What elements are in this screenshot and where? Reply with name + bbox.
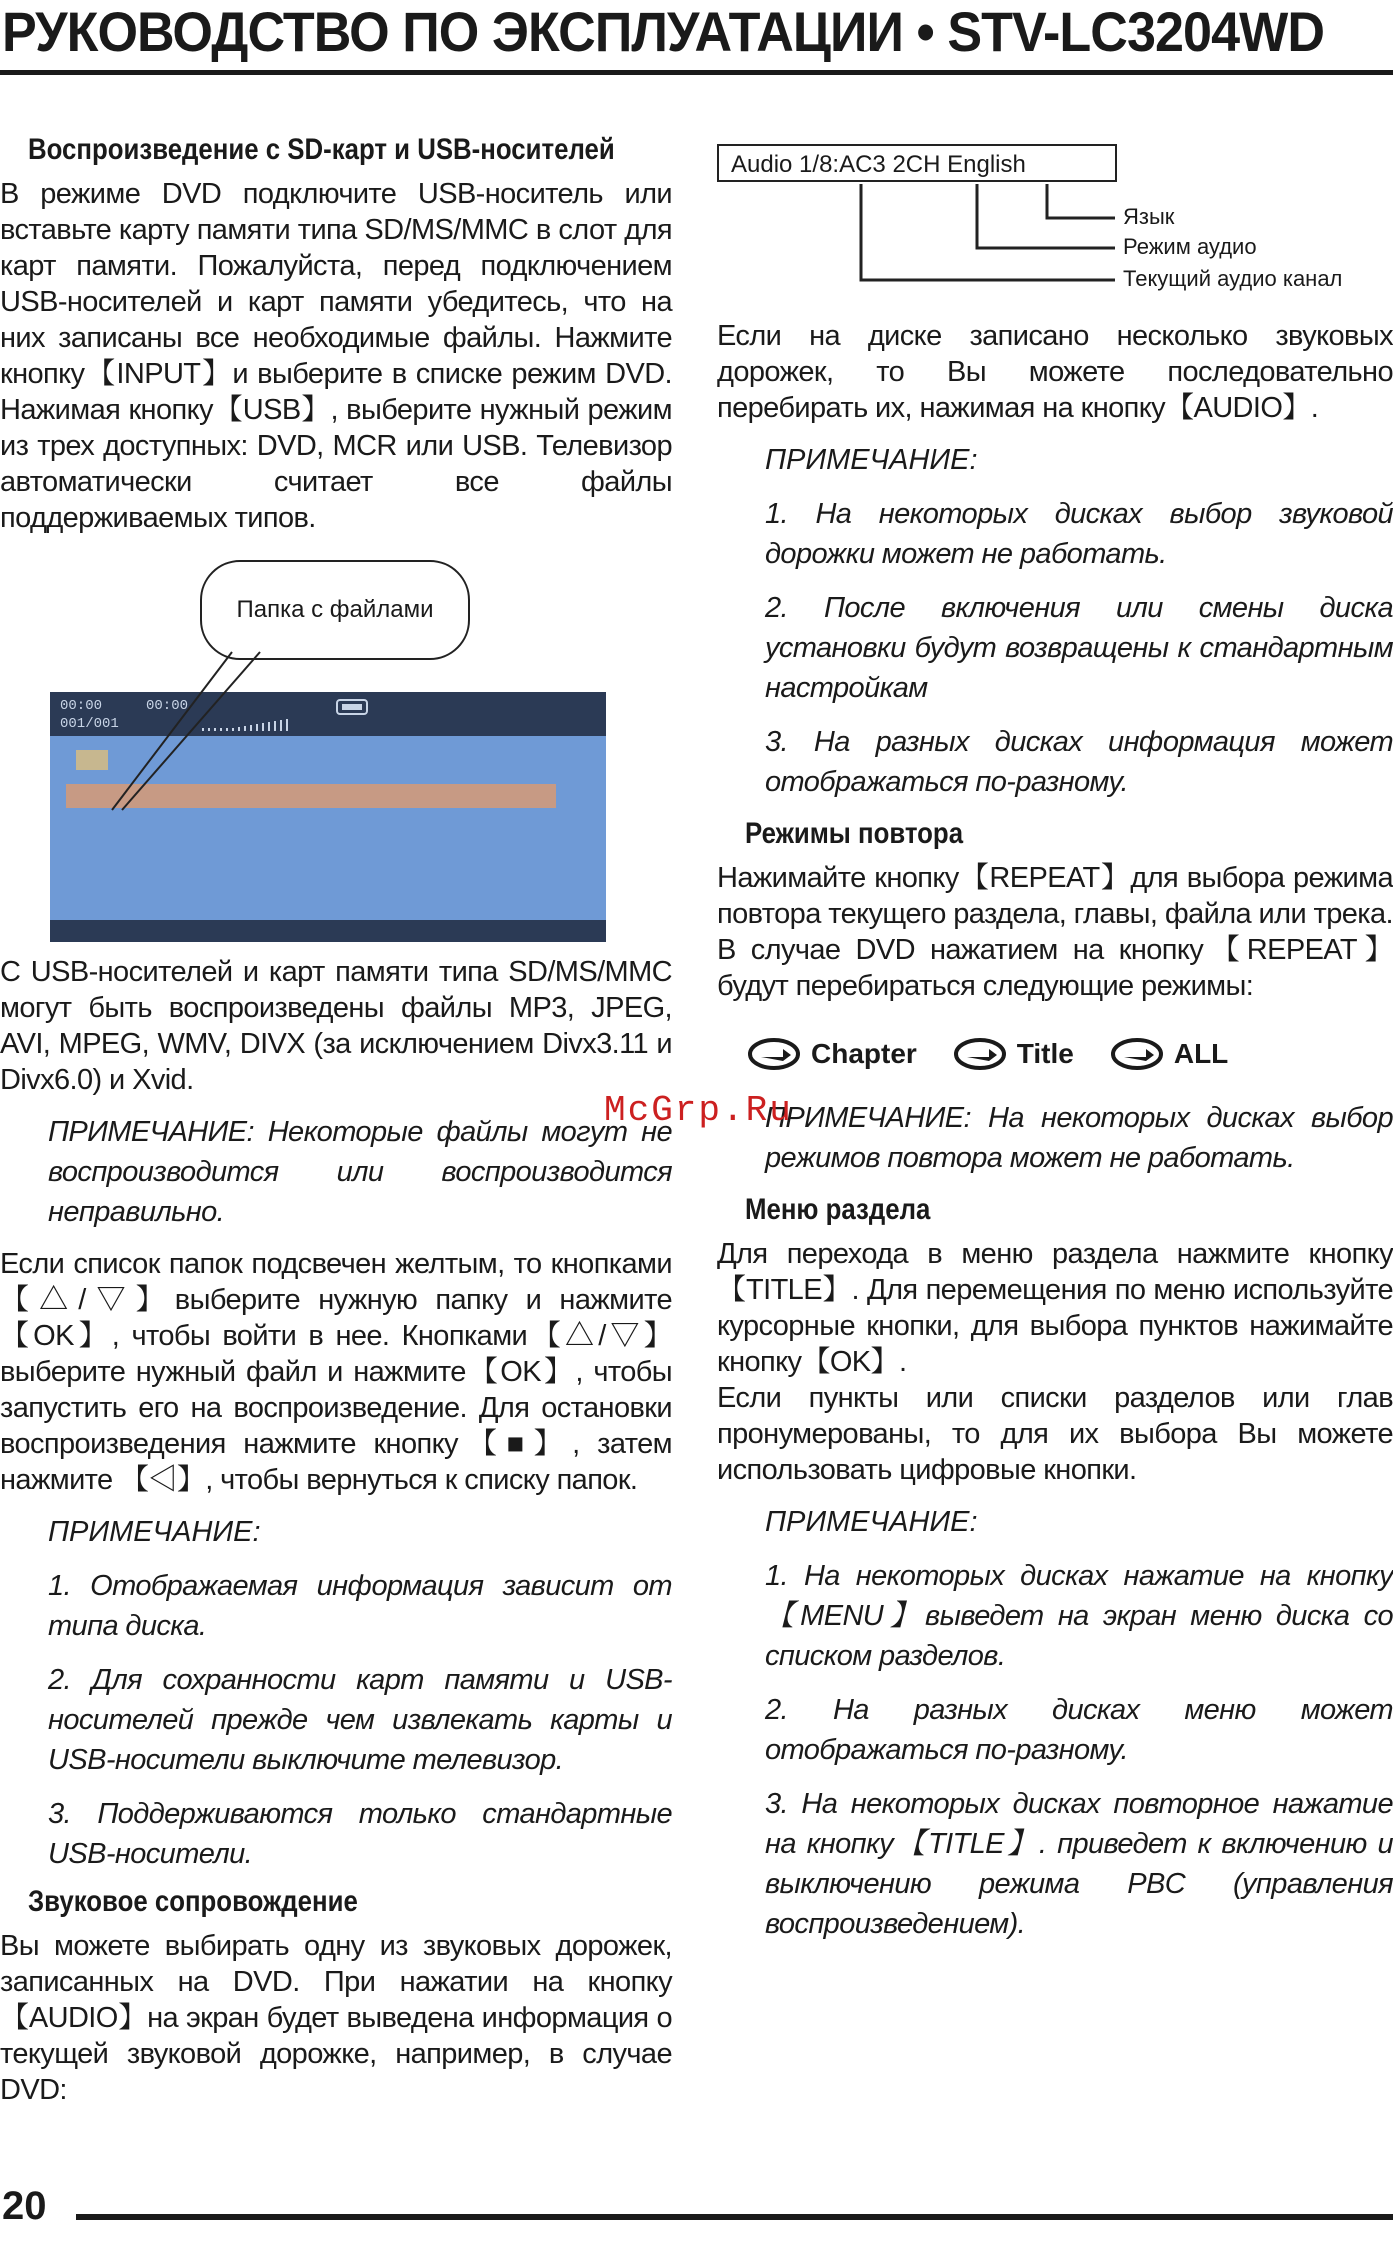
paragraph-folders: Если список папок подсвечен желтым, то кнопками【△/▽】выберите нужную папку и нажмите【OK】, чтобы войти в нее. Кнопками【△/▽】выберите нужный файл и нажмите【OK】, чтобы запустить его на воспроизведение. Для остановки воспроизведения нажмите кнопку【■】, затем нажмите 【◁】, чтобы вернуться к списку папок.: [0, 1248, 672, 1496]
paragraph-tracks: Если на диске записано несколько звуковых дорожек, то Вы можете последовательно перебирать их, нажимая на кнопку【AUDIO】.: [717, 320, 1393, 424]
note-item-3: 3. На разных дисках информация может отображаться по-разному.: [765, 726, 1393, 798]
note-menu-1: 1. На некоторых дисках нажатие на кнопку【MENU】выведет на экран меню диска со списком разделов.: [765, 1560, 1393, 1672]
note-label: ПРИМЕЧАНИЕ:: [48, 1516, 261, 1548]
paragraph-sd-usb: В режиме DVD подключите USB-носитель или вставьте карту памяти типа SD/MS/MMC в слот для карт памяти. Пожалуйста, перед подключением USB-носителей и карт памяти убедитесь, что на них записаны все необходимые файлы. Нажмите кнопку【INPUT】и выберите в списке режим DVD. Нажимая кнопку【USB】, выберите нужный режим из трех доступных: DVD, MCR или USB. Телевизор автоматически считает все файлы поддерживаемых типов.: [0, 178, 672, 534]
section-heading-audio: Звуковое сопровождение: [28, 1885, 358, 1918]
note-formats: ПРИМЕЧАНИЕ: Некоторые файлы могут не воспроизводится или воспроизводится неправильно.: [48, 1116, 672, 1228]
note-item-2: 2. После включения или смены диска установки будут возвращены к стандартным настройкам: [765, 592, 1393, 704]
paragraph-menu-2: Если пункты или списки разделов или глав пронумерованы, то для их выбора Вы можете использовать цифровые кнопки.: [717, 1382, 1393, 1486]
tv-file-count: 001/001: [60, 716, 119, 732]
repeat-icon: [747, 1037, 801, 1071]
section-heading-sd-usb: Воспроизведение с SD-карт и USB-носителей: [28, 133, 615, 166]
footer-divider: [76, 2214, 1393, 2220]
repeat-icon: [1110, 1037, 1164, 1071]
repeat-icon: [953, 1037, 1007, 1071]
watermark: McGrp.Ru: [604, 1090, 793, 1131]
repeat-modes: [747, 1024, 1393, 1084]
note-item-3: 3. Поддерживаются только стандартные USB-носители.: [48, 1798, 672, 1870]
right-column: [717, 130, 1393, 1944]
repeat-mode-label: Chapter: [811, 1038, 917, 1069]
repeat-mode-all: [1110, 1037, 1228, 1071]
screen-illustration: [0, 542, 672, 942]
label-language: Язык: [1123, 204, 1175, 229]
tv-time-elapsed: 00:00: [60, 698, 103, 714]
paragraph-menu-1: Для перехода в меню раздела нажмите кнопку【TITLE】. Для перемещения по меню используйте курсорные кнопки, для выбора пунктов нажимайте кнопку【OK】.: [717, 1238, 1393, 1378]
header-divider: [0, 70, 1393, 75]
note-item-1: 1. На некоторых дисках выбор звуковой дорожки может не работать.: [765, 498, 1393, 570]
callout-folder: Папка с файлами: [200, 560, 470, 660]
note-label: ПРИМЕЧАНИЕ:: [765, 1506, 978, 1538]
repeat-mode-title: [953, 1037, 1074, 1071]
note-item-2: 2. Для сохранности карт памяти и USB-носителей прежде чем извлекать карты и USB-носители выключите телевизор.: [48, 1664, 672, 1776]
repeat-mode-chapter: [747, 1037, 917, 1071]
audio-leader-lines: [717, 130, 1117, 318]
note-repeat: ПРИМЕЧАНИЕ: На некоторых дисках выбор режимов повтора может не работать.: [765, 1102, 1393, 1174]
repeat-mode-label: Title: [1016, 1038, 1074, 1069]
repeat-mode-label: ALL: [1173, 1038, 1229, 1069]
section-heading-menu: Меню раздела: [745, 1193, 931, 1226]
note-menu-2: 2. На разных дисках меню может отображаться по-разному.: [765, 1694, 1393, 1766]
page-number: 20: [2, 2184, 47, 2228]
note-menu-3: 3. На некоторых дисках повторное нажатие на кнопку【TITLE】. приведет к включению и выключению режима PBC (управления воспроизведением).: [765, 1788, 1393, 1940]
audio-info-illustration: [717, 130, 1393, 318]
callout-pointer: [0, 542, 672, 942]
audio-info-box: Audio 1/8:AC3 2CH English: [717, 144, 1117, 182]
label-audio-channel: Текущий аудио канал: [1123, 266, 1343, 291]
paragraph-formats: С USB-носителей и карт памяти типа SD/MS/MMC могут быть воспроизведены файлы MP3, JPEG, AVI, MPEG, WMV, DIVX (за исключением Divx3.11 и Divx6.0) и Xvid.: [0, 956, 672, 1096]
label-audio-mode: Режим аудио: [1123, 234, 1257, 259]
paragraph-repeat: Нажимайте кнопку【REPEAT】для выбора режима повтора текущего раздела, главы, файла или трека. В случае DVD нажатием на кнопку【REPEAT】будут перебираться следующие режимы:: [717, 862, 1393, 1002]
tv-time-total: 00:00: [146, 698, 189, 714]
page-title: РУКОВОДСТВО ПО ЭКСПЛУАТАЦИИ • STV-LC3204WD: [2, 0, 1325, 63]
note-label: ПРИМЕЧАНИЕ:: [765, 444, 978, 476]
paragraph-audio: Вы можете выбирать одну из звуковых дорожек, записанных на DVD. При нажатии на кнопку【AUDIO】на экран будет выведена информация о текущей звуковой дорожке, например, в случае DVD:: [0, 1930, 672, 2106]
note-item-1: 1. Отображаемая информация зависит от типа диска.: [48, 1570, 672, 1642]
left-column: [0, 130, 672, 2108]
section-heading-repeat: Режимы повтора: [745, 817, 964, 850]
